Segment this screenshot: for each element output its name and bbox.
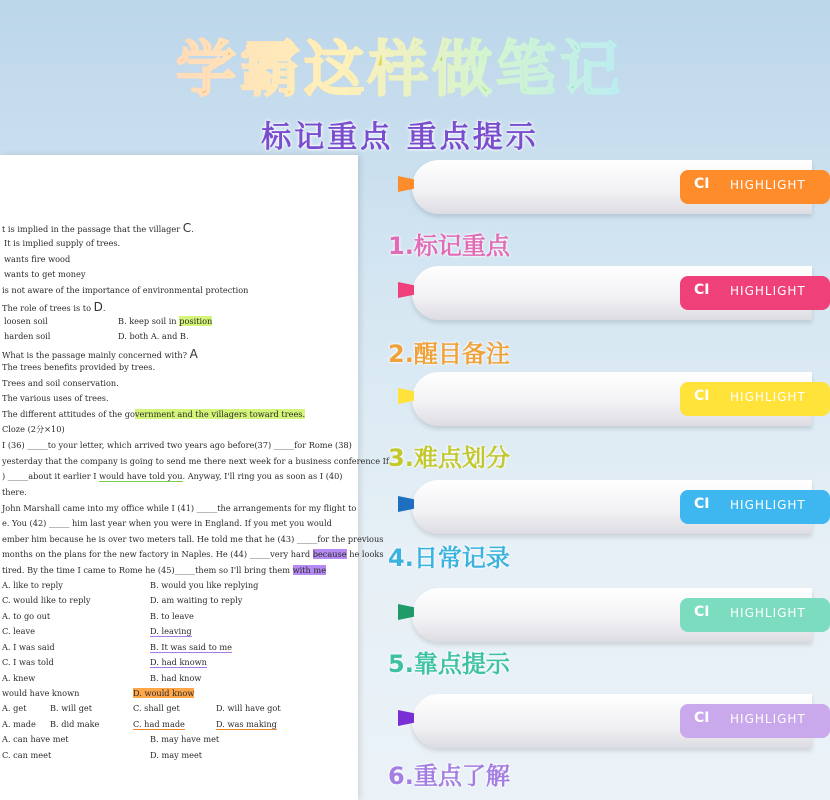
option: D. was making xyxy=(216,719,277,729)
paper-line: harden soil xyxy=(4,331,51,341)
highlight-purple: with me xyxy=(292,565,327,575)
section-heading: Cloze (2分×10) xyxy=(2,424,65,434)
option: A. like to reply xyxy=(2,580,63,590)
highlighter-pen-mint xyxy=(412,588,812,642)
option: D. may meet xyxy=(150,750,203,760)
brand-logo: CI xyxy=(694,388,710,404)
option: B. may have met xyxy=(150,734,220,744)
option: D. had known xyxy=(150,657,207,667)
pen-clip xyxy=(680,490,830,524)
paper-line: ember him because he is over two meters tall. He told me that he (43) _____for the previous xyxy=(2,534,384,544)
option: B. to leave xyxy=(150,611,194,621)
paper-line: t is implied in the passage that the villager C. xyxy=(2,221,194,235)
paper-line: D. both A. and B. xyxy=(118,331,189,341)
paper-line: The various uses of trees. xyxy=(2,393,109,403)
option: A. get xyxy=(2,703,27,713)
highlight-green: position xyxy=(179,316,213,326)
paper-line: wants to get money xyxy=(4,269,86,279)
paper-line: is not aware of the importance of environmental protection xyxy=(2,285,249,295)
brand-text: HIGHLIGHT xyxy=(730,498,806,512)
option: C. leave xyxy=(2,626,35,636)
highlight-purple: because xyxy=(312,549,347,559)
brand-text: HIGHLIGHT xyxy=(730,390,806,404)
option: would have known xyxy=(2,688,80,698)
brand-text: HIGHLIGHT xyxy=(730,284,806,298)
option: A. can have met xyxy=(2,734,69,744)
handwritten-answer: D xyxy=(93,300,103,314)
feature-label-1: 1.标记重点 xyxy=(388,232,510,260)
option: D. will have got xyxy=(216,703,281,713)
feature-label-2: 2.醒目备注 xyxy=(388,340,510,368)
paper-line: yesterday that the company is going to send me there next week for a business conference If xyxy=(2,456,389,466)
option: C. would like to reply xyxy=(2,595,91,605)
page-title: 学霸这样做笔记 xyxy=(0,34,800,106)
handwritten-answer: A xyxy=(189,347,198,361)
paper-line: B. keep soil in position xyxy=(118,316,213,326)
pen-clip xyxy=(680,598,830,632)
paper-line: ) _____about it earlier I would have told you. Anyway, I'll ring you as soon as I (40) xyxy=(2,471,343,481)
paper-line: It is implied supply of trees. xyxy=(4,238,121,248)
feature-label-3: 3.难点划分 xyxy=(388,444,510,472)
option: C. can meet xyxy=(2,750,52,760)
option: C. shall get xyxy=(133,703,180,713)
pen-clip xyxy=(680,276,830,310)
option: B. would you like replying xyxy=(150,580,259,590)
brand-logo: CI xyxy=(694,710,710,726)
option: B. It was said to me xyxy=(150,642,233,652)
highlighter-pen-pink xyxy=(412,266,812,320)
option: D. am waiting to reply xyxy=(150,595,243,605)
paper-line: there. xyxy=(2,487,27,497)
option: B. did make xyxy=(50,719,100,729)
paper-line: wants fire wood xyxy=(4,254,71,264)
highlighter-pen-blue xyxy=(412,480,812,534)
brand-logo: CI xyxy=(694,496,710,512)
paper-line: e. You (42) _____ him last year when you were in England. If you met you would xyxy=(2,518,332,528)
highlighter-pen-lilac xyxy=(412,694,812,748)
pen-tip xyxy=(398,604,414,620)
brand-logo: CI xyxy=(694,604,710,620)
handwritten-answer: C xyxy=(182,221,192,235)
paper-line: The different attitudes of the government and the villagers toward trees. xyxy=(2,409,306,419)
pen-tip xyxy=(398,388,414,404)
paper-line: The role of trees is to D. xyxy=(2,300,106,314)
paper-line: loosen soil xyxy=(4,316,48,326)
paper-line: The trees benefits provided by trees. xyxy=(2,362,156,372)
feature-label-4: 4.日常记录 xyxy=(388,544,510,572)
paper-line: tired. By the time I came to Rome he (45)_____them so I'll bring them with me xyxy=(2,565,327,575)
option: C. I was told xyxy=(2,657,54,667)
pen-clip xyxy=(680,382,830,416)
paper-line: John Marshall came into my office while I (41) _____the arrangements for my flight to xyxy=(2,503,357,513)
option: A. made xyxy=(2,719,36,729)
brand-text: HIGHLIGHT xyxy=(730,606,806,620)
feature-label-5: 5.靠点提示 xyxy=(388,650,510,678)
highlight-orange: D. would know xyxy=(133,688,195,698)
pen-clip xyxy=(680,170,830,204)
option: A. to go out xyxy=(2,611,51,621)
option: A. knew xyxy=(2,673,36,683)
highlighter-pen-orange xyxy=(412,160,812,214)
paper-line: Trees and soil conservation. xyxy=(2,378,119,388)
option: A. I was said xyxy=(2,642,55,652)
pen-tip xyxy=(398,176,414,192)
page-subtitle: 标记重点 重点提示 xyxy=(261,120,539,155)
pen-clip xyxy=(680,704,830,738)
brand-logo: CI xyxy=(694,282,710,298)
exam-paper xyxy=(0,155,389,800)
feature-label-6: 6.重点了解 xyxy=(388,762,510,790)
pen-tip xyxy=(398,496,414,512)
highlighter-pen-yellow xyxy=(412,372,812,426)
option: B. had know xyxy=(150,673,202,683)
option: B. will get xyxy=(50,703,93,713)
pen-tip xyxy=(398,282,414,298)
option: D. leaving xyxy=(150,626,192,636)
brand-logo: CI xyxy=(694,176,710,192)
brand-text: HIGHLIGHT xyxy=(730,712,806,726)
underline-green: would have told you xyxy=(99,471,183,481)
paper-line: What is the passage mainly concerned with? A xyxy=(2,347,198,361)
option: C. had made xyxy=(133,719,185,729)
pen-tip xyxy=(398,710,414,726)
paper-line: months on the plans for the new factory in Naples. He (44) _____very hard because he looks xyxy=(2,549,384,559)
paper-line: I (36) _____to your letter, which arrived two years ago before(37) _____for Rome (38) xyxy=(2,440,352,450)
brand-text: HIGHLIGHT xyxy=(730,178,806,192)
highlight-green: vernment and the villagers toward trees. xyxy=(134,409,306,419)
